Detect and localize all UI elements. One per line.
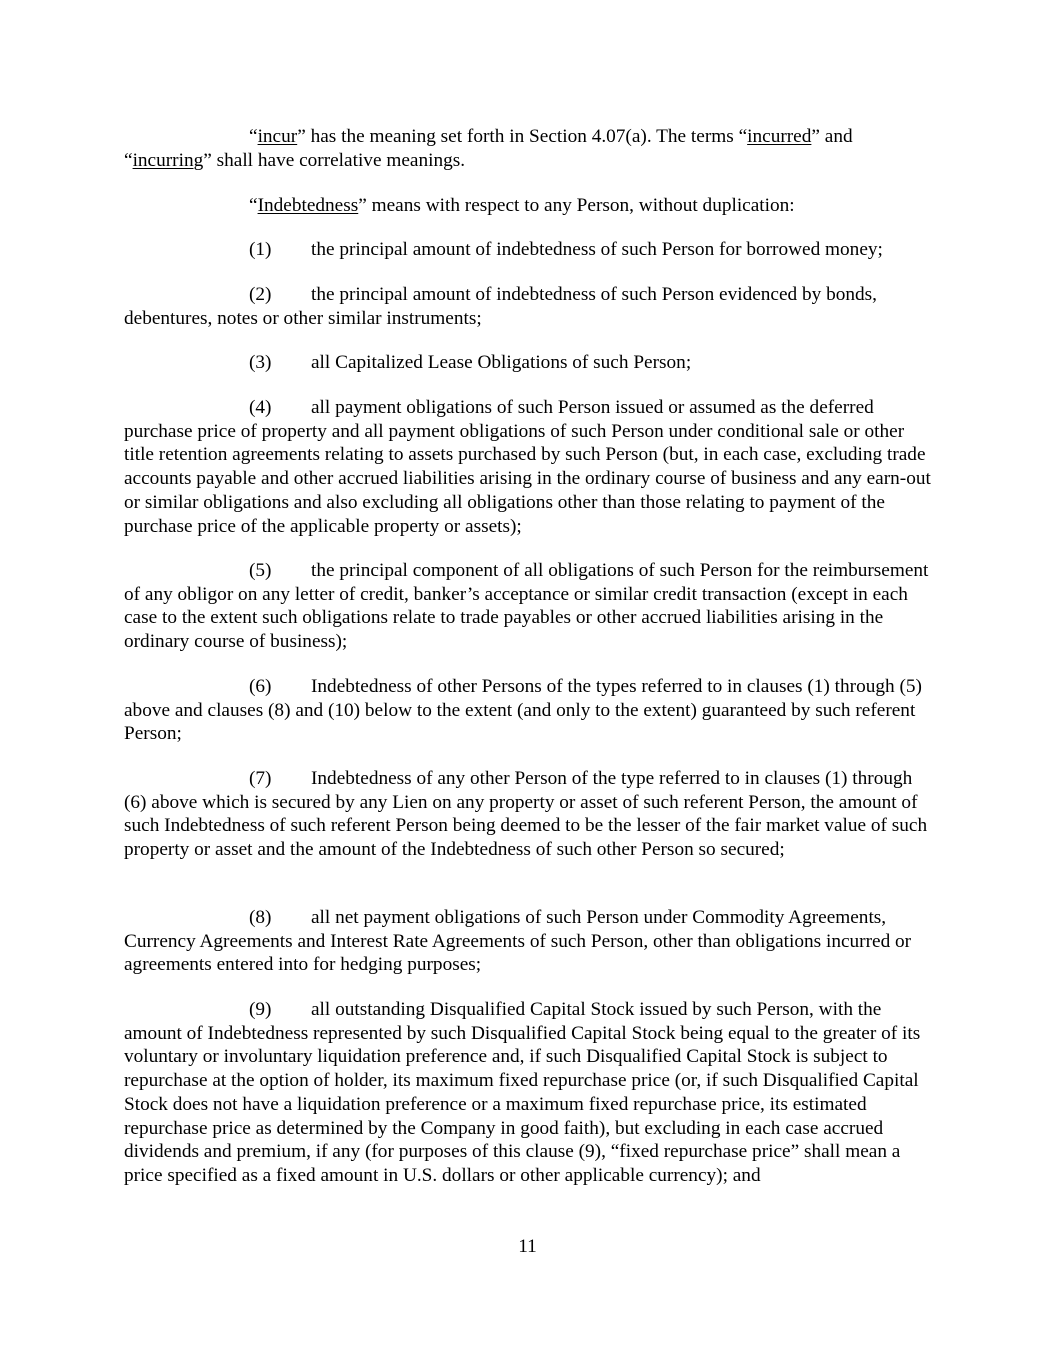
clause-number: (4) — [249, 397, 272, 418]
clause-number: (8) — [249, 907, 272, 928]
clause-number: (7) — [249, 768, 272, 789]
clause-3 — [124, 351, 934, 375]
clause-2 — [124, 283, 934, 330]
definition-text: ” shall have correlative meanings. — [203, 149, 466, 171]
clause-text: all payment obligations of such Person issued or assumed as the deferred purchase price of property and all payment obligations of such Person under conditional sale or other title retention agreements relating to assets purchased by such Person (but, in each case, excluding trade accounts payable and other accrued liabilities arising in the ordinary course of business and any earn-out or similar obligations and also excluding all obligations other than those relating to payment of the purchase price of the applicable property or assets); — [124, 397, 931, 537]
clause-text: Indebtedness of any other Person of the type referred to in clauses (1) through (6) above which is secured by any Lien on any property or asset of such referent Person, the amount of such Indebtedness of such referent Person being deemed to be the lesser of the fair market value of such property or asset and the amount of the Indebtedness of such other Person so secured; — [124, 768, 928, 861]
clause-number: (6) — [249, 676, 272, 697]
clause-text: all Capitalized Lease Obligations of such Person; — [311, 352, 692, 373]
clause-text: the principal component of all obligations of such Person for the reimbursement of any obligor on any letter of credit, banker’s acceptance or similar credit transaction (except in each case to the extent such obligations relate to trade payables or other accrued liabilities arising in the ordinary course of business); — [124, 560, 929, 653]
clause-text: the principal amount of indebtedness of such Person for borrowed money; — [311, 239, 883, 260]
definition-incur — [124, 125, 934, 172]
clause-number: (2) — [249, 284, 272, 305]
clause-number: (3) — [249, 352, 272, 373]
clause-text: all net payment obligations of such Person under Commodity Agreements, Currency Agreements and Interest Rate Agreements of such Person, other than obligations incurred or agreements entered into for hedging purposes; — [124, 907, 912, 976]
clause-8 — [124, 906, 934, 977]
page-number: 11 — [518, 1236, 537, 1257]
defined-term-incurring: incurring — [132, 149, 204, 171]
clause-6 — [124, 675, 934, 746]
definition-text: ” means with respect to any Person, without duplication: — [358, 195, 795, 216]
defined-term-incur: incur — [257, 126, 298, 147]
clause-number: (5) — [249, 560, 272, 581]
defined-term-incurred: incurred — [747, 126, 812, 147]
clause-5 — [124, 559, 934, 654]
clause-9 — [124, 998, 934, 1188]
open-quote: “ — [249, 126, 258, 147]
definition-text: ” and “ — [124, 126, 853, 171]
definition-indebtedness — [124, 194, 934, 218]
clause-number: (9) — [249, 999, 272, 1020]
clause-7 — [124, 767, 934, 862]
clause-4 — [124, 396, 934, 538]
defined-term-indebtedness: Indebtedness — [257, 195, 359, 216]
clause-number: (1) — [249, 239, 272, 260]
clause-1 — [124, 238, 934, 262]
clause-text: Indebtedness of other Persons of the types referred to in clauses (1) through (5) above and clauses (8) and (10) below to the extent (and only to the extent) guaranteed by such referent Person; — [124, 676, 922, 745]
clause-text: the principal amount of indebtedness of such Person evidenced by bonds, debentures, notes or other similar instruments; — [124, 284, 877, 329]
open-quote: “ — [249, 195, 258, 216]
definition-text: ” has the meaning set forth in Section 4.07(a). The terms “ — [297, 126, 748, 147]
clause-text: all outstanding Disqualified Capital Stock issued by such Person, with the amount of Indebtedness represented by such Disqualified Capital Stock being equal to the greater of its voluntary or involuntary liquidation preference and, if such Disqualified Capital Stock is subject to repurchase at the option of holder, its maximum fixed repurchase price (or, if such Disqualified Capital Stock does not have a liquidation preference or a maximum fixed repurchase price, its estimated repurchase price as determined by the Company in good faith), but excluding in each case accrued dividends and premium, if any (for purposes of this clause (9), “fixed repurchase price” shall mean a price specified as a fixed amount in U.S. dollars or other applicable currency); and — [124, 999, 921, 1186]
